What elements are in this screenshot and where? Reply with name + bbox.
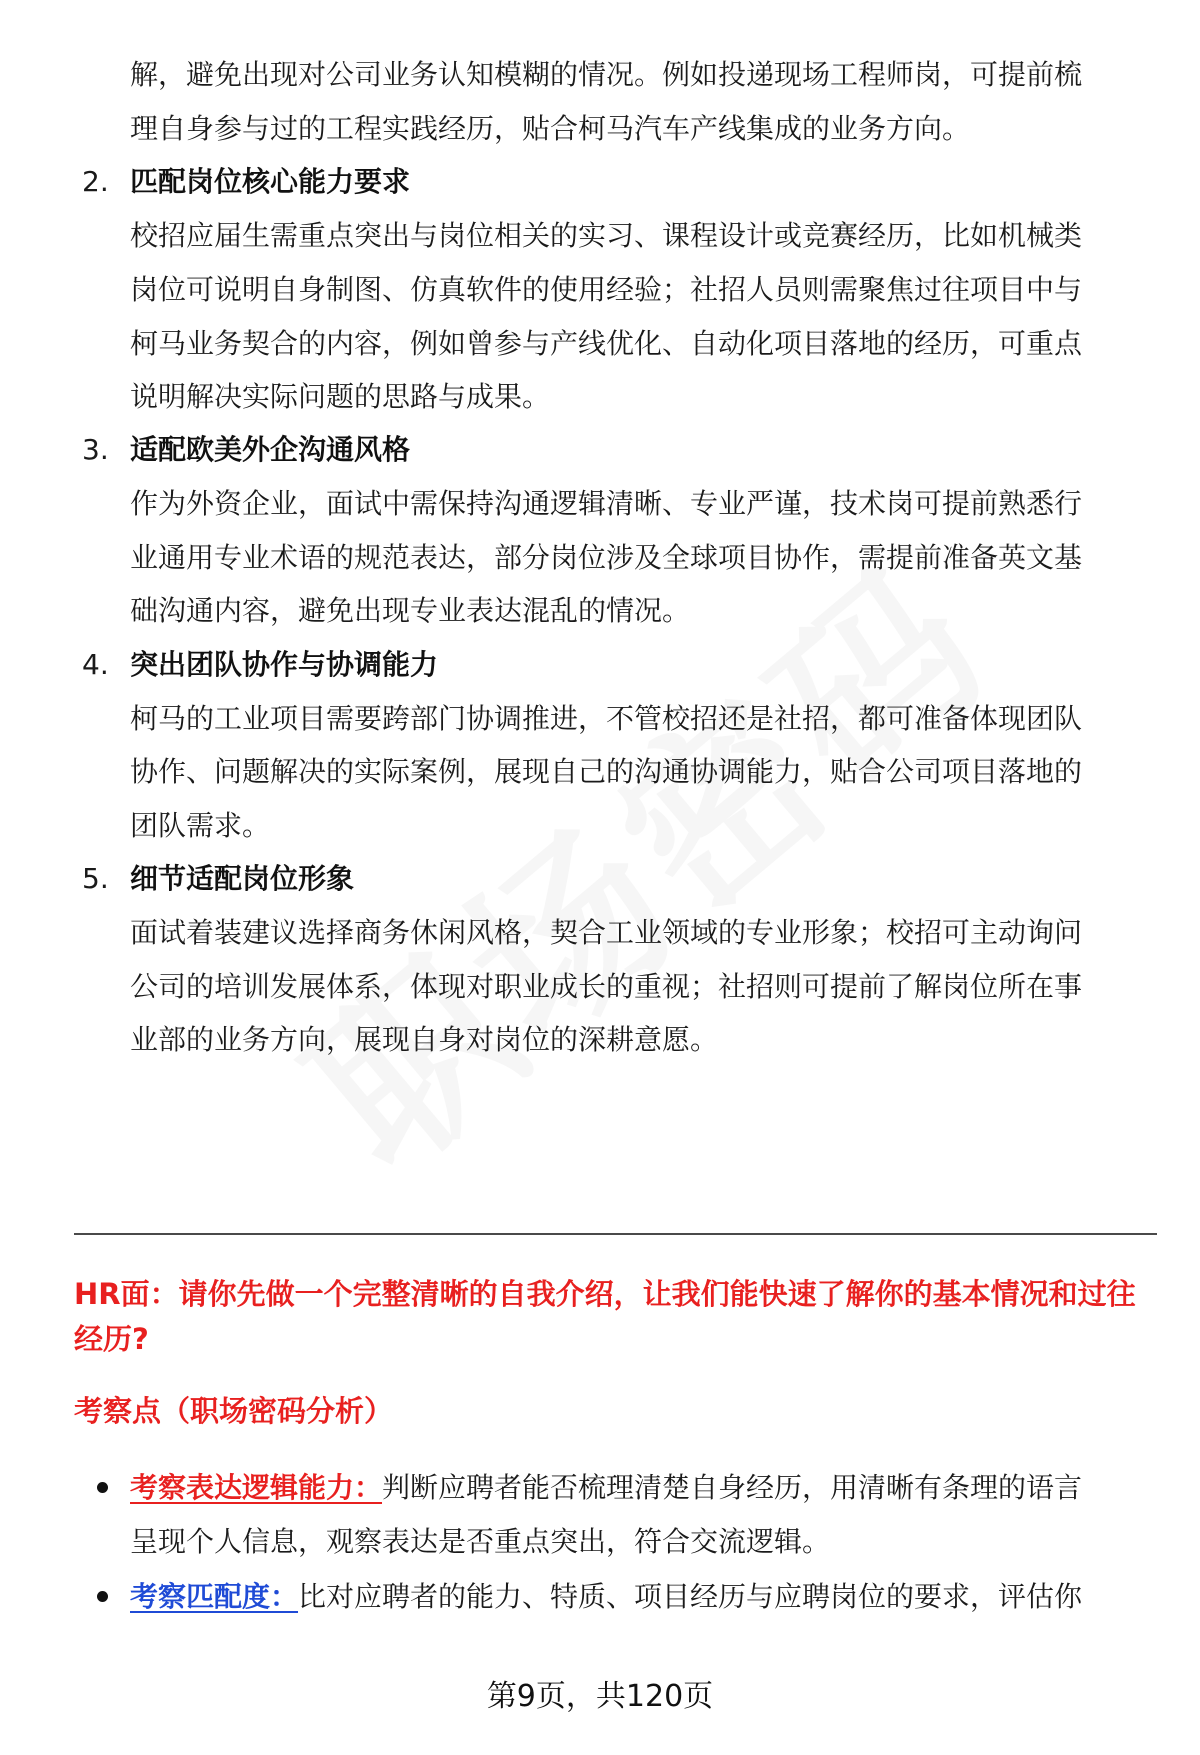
tip-line: 岗位可说明自身制图、仿真软件的使用经验；社招人员则需聚焦过往项目中与 bbox=[130, 273, 1083, 306]
tip-line: 公司的培训发展体系，体现对职业成长的重视；社招则可提前了解岗位所在事 bbox=[130, 970, 1083, 1003]
hr-question: HR面：请你先做一个完整清晰的自我介绍，让我们能快速了解你的基本情况和过往经历? bbox=[74, 1277, 1136, 1356]
list-number: 3. bbox=[82, 433, 109, 466]
tip-line: 面试着装建议选择商务休闲风格，契合工业领域的专业形象；校招可主动询问 bbox=[130, 916, 1083, 949]
tip-line: 业通用专业术语的规范表达，部分岗位涉及全球项目协作，需提前准备英文基 bbox=[130, 541, 1083, 574]
tip-line: 础沟通内容，避免出现专业表达混乱的情况。 bbox=[130, 594, 691, 627]
tip-line: 说明解决实际问题的思路与成果。 bbox=[130, 380, 551, 413]
page-footer: 第9页，共120页 bbox=[486, 1679, 714, 1714]
tip-heading: 匹配岗位核心能力要求 bbox=[130, 165, 411, 198]
tip-line: 业部的业务方向，展现自身对岗位的深耕意愿。 bbox=[130, 1023, 719, 1056]
section-title: 考察点（职场密码分析） bbox=[74, 1394, 394, 1428]
bullet-dot bbox=[97, 1591, 108, 1602]
intro-line: 理自身参与过的工程实践经历，贴合柯马汽车产线集成的业务方向。 bbox=[130, 112, 971, 145]
tip-heading: 适配欧美外企沟通风格 bbox=[130, 433, 411, 466]
point-text: 判断应聘者能否梳理清楚自身经历，用清晰有条理的语言 bbox=[382, 1471, 1083, 1504]
list-number: 5. bbox=[82, 862, 109, 895]
tip-line: 柯马的工业项目需要跨部门协调推进，不管校招还是社招，都可准备体现团队 bbox=[130, 702, 1083, 735]
tip-line: 作为外资企业，面试中需保持沟通逻辑清晰、专业严谨，技术岗可提前熟悉行 bbox=[130, 487, 1083, 520]
tip-line: 团队需求。 bbox=[130, 809, 271, 842]
point-line: 呈现个人信息，观察表达是否重点突出，符合交流逻辑。 bbox=[130, 1525, 831, 1558]
bullet-dot bbox=[97, 1482, 108, 1493]
point-text: 比对应聘者的能力、特质、项目经历与应聘岗位的要求，评估你 bbox=[298, 1580, 1083, 1613]
tip-heading: 突出团队协作与协调能力 bbox=[130, 648, 439, 681]
intro-line: 解，避免出现对公司业务认知模糊的情况。例如投递现场工程师岗，可提前梳 bbox=[130, 58, 1083, 91]
point-line bbox=[130, 1458, 1140, 1518]
list-number: 2. bbox=[82, 165, 109, 198]
tip-heading: 细节适配岗位形象 bbox=[130, 862, 355, 895]
tip-line: 协作、问题解决的实际案例，展现自己的沟通协调能力，贴合公司项目落地的 bbox=[130, 755, 1083, 788]
tip-line: 柯马业务契合的内容，例如曾参与产线优化、自动化项目落地的经历，可重点 bbox=[130, 327, 1083, 360]
tip-line: 校招应届生需重点突出与岗位相关的实习、课程设计或竞赛经历，比如机械类 bbox=[130, 219, 1083, 252]
point-label-link[interactable]: 考察匹配度： bbox=[130, 1580, 299, 1613]
point-label-link[interactable]: 考察表达逻辑能力： bbox=[130, 1471, 383, 1504]
point-line bbox=[130, 1567, 1140, 1627]
section-divider bbox=[74, 1233, 1157, 1235]
list-number: 4. bbox=[82, 648, 109, 681]
